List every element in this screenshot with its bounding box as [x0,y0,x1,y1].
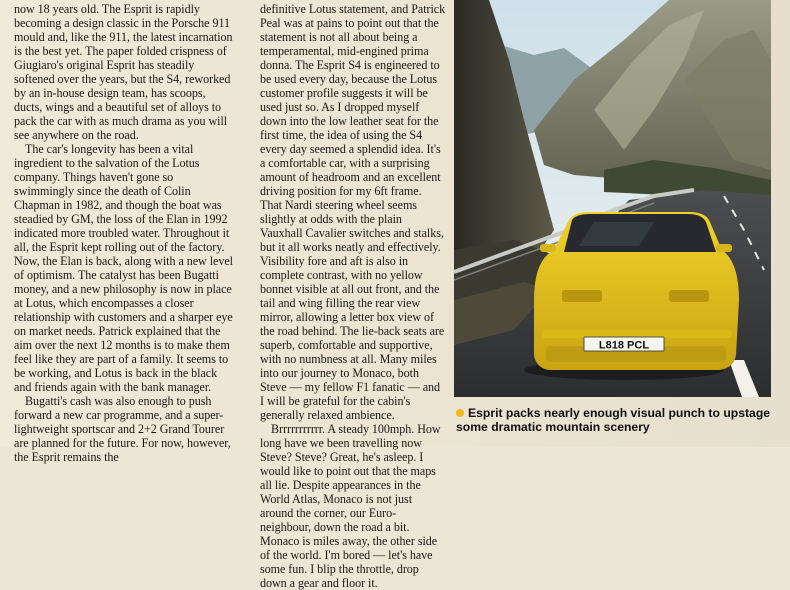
article-paragraph: The car's longevity has been a vital ingredient to the salvation of the Lotus company. Things haven't gone so swimmingly since the death of Colin Chapman in 1982, and though the boat was steadied by GM, the loss of the Elan in 1992 indicated more troubled water. Throughout it all, the Esprit kept rolling out of the factory. Now, the Elan is back, along with a new level of optimism. The catalyst has been Bugatti money, and a new philosophy is now in place at Lotus, which encompasses a closer relationship with customers and a sharper eye on market needs. Patrick explained that the aim over the next 12 months is to make them feel like they are part of a family. It seems to be working, and Lotus is back in the black and friends again with the bank manager. [14,142,233,394]
article-column-left [14,2,236,464]
article-paragraph: Brrrrrrrrrrr. A steady 100mph. How long have we been travelling now Steve? Steve? Great, he's asleep. I would like to point out that the maps all lie. Despite appearances in the World Atlas, Monaco is not just around the corner, our Euro-neighbour, down the road a bit. Monaco is miles away, the other side of the world. I'm bored — let's have some fun. I blip the throttle, drop down a gear and floor it. [260,422,441,590]
article-paragraph: Bugatti's cash was also enough to push forward a new car programme, and a super-lightweight sportscar and 2+2 Grand Tourer are planned for the future. For now, however, the Esprit remains the [14,394,231,464]
article-paragraph: definitive Lotus statement, and Patrick Peal was at pains to point out that the statement is not all about being a temperamental, mid-engined prima donna. The Esprit S4 is engineered to be used every day, because the Lotus customer profile suggests it will be used just so. As I dropped myself down into the low leather seat for the first time, the idea of using the S4 every day seemed a splendid idea. It's a comfortable car, with a surprising amount of headroom and an excellent driving position for my 6ft frame. That Nardi steering wheel seems slightly at odds with the plain Vauxhall Cavalier switches and stalks, but it all works neatly and effectively. Visibility fore and aft is also in complete contrast, with no yellow bonnet visible at all out front, and the tail and wing filling the rear view mirror, allowing a letter box view of the road behind. The lie-back seats are superb, comfortable and supportive, with no numbness at all. Many miles into our journey to Monaco, both Steve — my fellow F1 fanatic — and I will be grateful for the cabin's generally relaxed ambience. [260,2,446,422]
photo-caption [456,406,776,435]
caption-text: Esprit packs nearly enough visual punch to upstage some dramatic mountain scenery [456,406,771,435]
article-column-middle [260,2,446,590]
number-plate: L818 PCL [598,339,650,352]
article-paragraph: now 18 years old. The Esprit is rapidly becoming a design classic in the Porsche 911 mould and, like the 911, the latest incarnation is the best yet. The paper folded crispness of Giugiaro's original Esprit has steadily softened over the years, but the S4, reworked by an in-house design team, has scoops, ducts, wings and a beautiful set of alloys to pack the car with as much drama as you will see anywhere on the road. [14,2,233,142]
caption-bullet-icon [456,409,464,417]
mountain-road-photo [454,0,771,397]
